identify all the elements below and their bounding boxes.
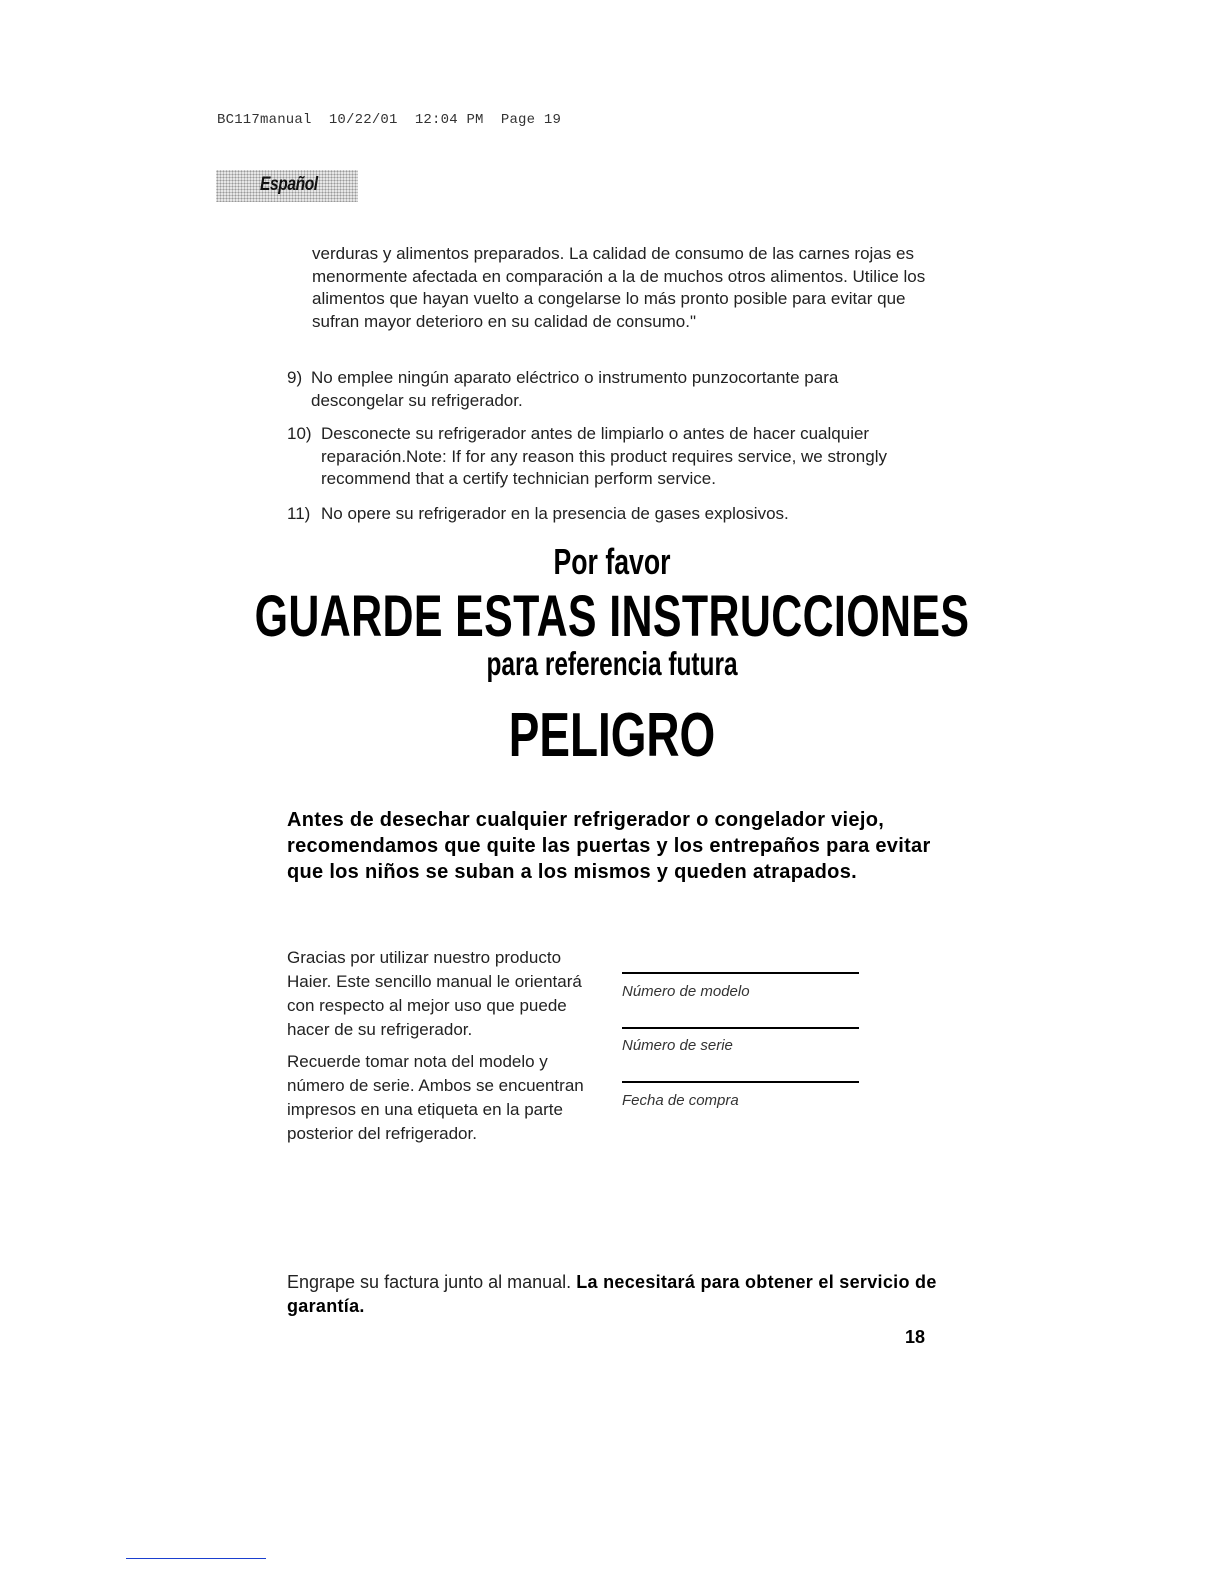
list-item-number: 9) — [287, 368, 303, 387]
receipt-note — [287, 1270, 947, 1318]
thanks-paragraph: Gracias por utilizar nuestro producto Haier. Este sencillo manual le orientará con respecto al mejor uso que puede hacer de su refrigerador. — [287, 948, 582, 1039]
receipt-note-text: Engrape su factura junto al manual. — [287, 1272, 577, 1292]
receipt-note-emphasis: La necesitará para obtener el servicio de garantía. — [287, 1272, 937, 1316]
language-tab — [216, 170, 358, 202]
list-item-number: 11) — [287, 504, 311, 523]
page-number: 18 — [905, 1327, 926, 1347]
purchase-date-label: Fecha de compra — [622, 1092, 739, 1109]
thanks-block — [287, 946, 607, 1154]
list-item-text: No opere su refrigerador en la presencia de gases explosivos. — [321, 504, 789, 523]
heading-please: Por favor — [553, 541, 671, 582]
list-item-number: 10) — [287, 424, 312, 443]
model-number-line — [622, 972, 859, 974]
language-label: Español — [260, 174, 318, 195]
heading-danger: PELIGRO — [508, 701, 716, 770]
continuation-paragraph: verduras y alimentos preparados. La calidad de consumo de las carnes rojas es menormente afectada en comparación a la de muchos otros alimentos. Utilice los alimentos que hayan vuelto a congelarse lo más pronto posible para evitar que sufran mayor deterioro en su calidad de consumo." — [312, 244, 926, 331]
bottom-rule — [126, 1558, 266, 1559]
print-header: BC117manual 10/22/01 12:04 PM Page 19 — [217, 112, 562, 128]
purchase-date-line — [622, 1081, 859, 1083]
heading-future-reference: para referencia futura — [486, 645, 738, 682]
record-note-paragraph: Recuerde tomar nota del modelo y número de serie. Ambos se encuentran impresos en una etiqueta en la parte posterior del refrigerador. — [287, 1052, 584, 1143]
serial-number-line — [622, 1027, 859, 1029]
list-item — [287, 423, 947, 491]
list-item-text: Desconecte su refrigerador antes de limpiarlo o antes de hacer cualquier reparación.Note: If for any reason this product requires service, we strongly recommend that a certify technician perform service. — [321, 424, 887, 489]
model-number-label: Número de modelo — [622, 983, 750, 1000]
serial-number-label: Número de serie — [622, 1037, 733, 1054]
warning-paragraph: Antes de desechar cualquier refrigerador o congelador viejo, recomendamos que quite las puertas y los entrepaños para evitar que los niños se suban a los mismos y queden atrapados. — [287, 809, 931, 883]
list-item — [287, 503, 947, 526]
list-item-text: No emplee ningún aparato eléctrico o instrumento punzocortante para descongelar su refrigerador. — [311, 368, 839, 410]
heading-save-instructions: GUARDE ESTAS INSTRUCCIONES — [254, 584, 970, 649]
list-item — [287, 367, 947, 412]
